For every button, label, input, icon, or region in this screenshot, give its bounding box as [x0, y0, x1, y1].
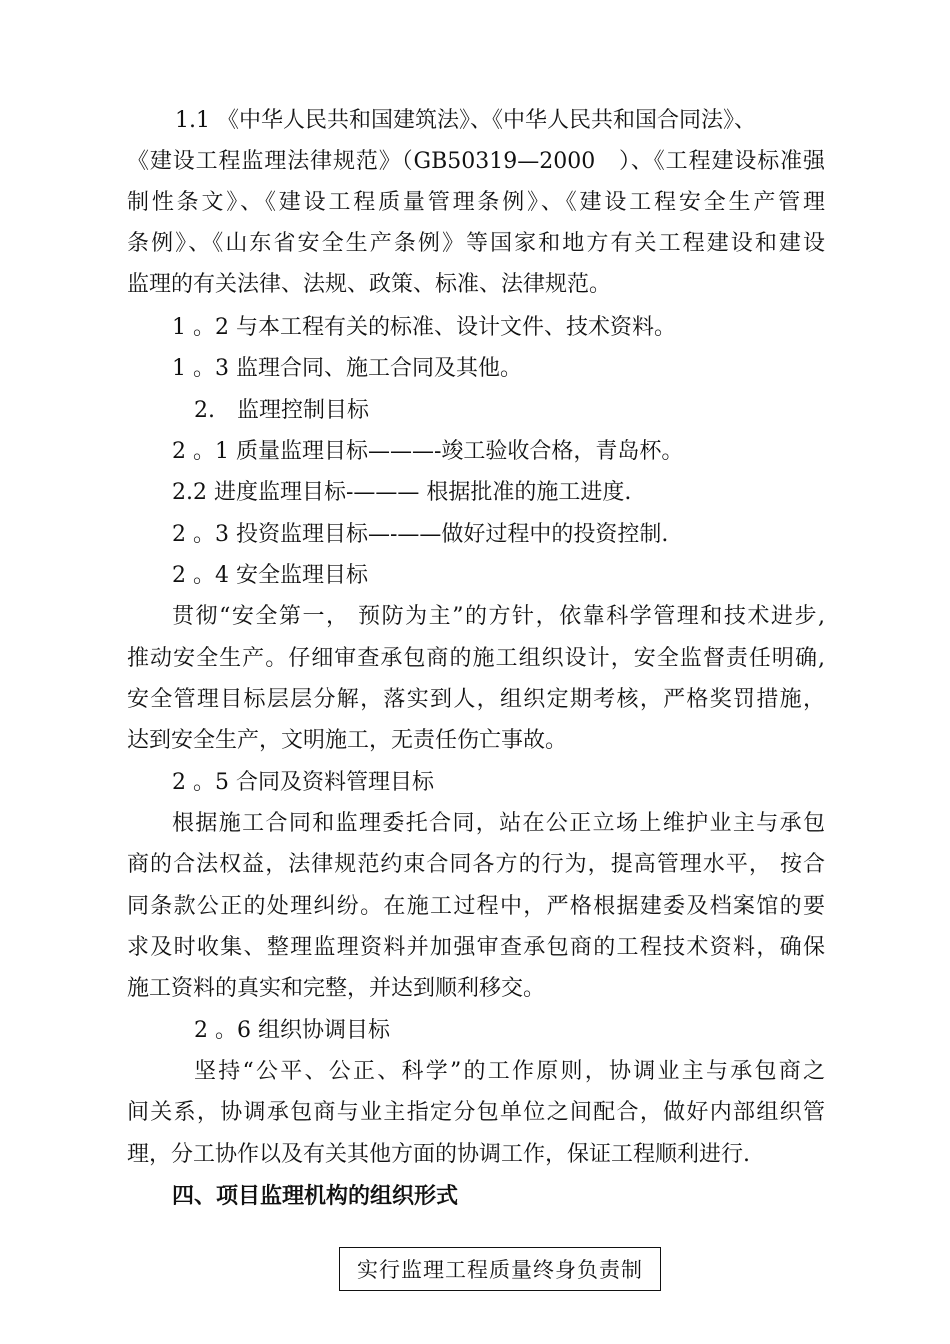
para-1-1-line-5: 监理的有关法律、法规、政策、标准、法律规范。	[127, 272, 612, 297]
para-2-6-line-2: 间关系，协调承包商与业主指定分包单位之间配合，做好内部组织管	[127, 1100, 825, 1125]
para-1-1-line-3: 制性条文》、《建设工程质量管理条例》、《建设工程安全生产管理	[127, 190, 825, 215]
para-1-2: 1 。2 与本工程有关的标准、设计文件、技术资料。	[172, 315, 676, 340]
para-2-4-line-1: 贯彻“安全第一， 预防为主”的方针，依靠科学管理和技术进步,	[172, 604, 825, 629]
para-2-6-title: 2 。6 组织协调目标	[194, 1018, 390, 1043]
para-2-6-line-1: 坚持“公平、公正、科学”的工作原则，协调业主与承包商之	[194, 1059, 825, 1084]
para-2-6-line-3: 理，分工协作以及有关其他方面的协调工作，保证工程顺利进行.	[127, 1142, 750, 1167]
org-chart-box	[339, 1247, 661, 1291]
org-chart-box-label: 实行监理工程质量终身负责制	[357, 1258, 643, 1282]
para-2-5-title: 2 。5 合同及资料管理目标	[172, 770, 434, 795]
para-2-5-line-3: 同条款公正的处理纠纷。在施工过程中，严格根据建委及档案馆的要	[127, 894, 825, 919]
para-2-4-line-2: 推动安全生产。仔细审查承包商的施工组织设计，安全监督责任明确,	[127, 646, 825, 671]
para-1-1-line-2: 《建设工程监理法律规范》（GB50319—2000 ）、《工程建设标准强	[127, 149, 825, 174]
para-2-5-line-1: 根据施工合同和监理委托合同，站在公正立场上维护业主与承包	[172, 811, 825, 836]
para-1-1-line-1: 1.1 《中华人民共和国建筑法》、《中华人民共和国合同法》、	[175, 108, 756, 133]
section-4-heading: 四、项目监理机构的组织形式	[172, 1184, 459, 1209]
para-2-5-line-2: 商的合法权益，法律规范约束合同各方的行为，提高管理水平， 按合	[127, 852, 825, 877]
para-2-5-line-5: 施工资料的真实和完整，并达到顺利移交。	[127, 976, 546, 1001]
para-1-1-line-4: 条例》、《山东省安全生产条例》等国家和地方有关工程建设和建设	[127, 231, 825, 256]
para-2-1: 2 。1 质量监理目标———-竣工验收合格，青岛杯。	[172, 439, 684, 464]
para-2-4-line-4: 达到安全生产，文明施工，无责任伤亡事故。	[127, 728, 568, 753]
section-2-title: 2. 监理控制目标	[194, 398, 369, 423]
para-2-4-line-3: 安全管理目标层层分解，落实到人，组织定期考核，严格奖罚措施，	[127, 687, 825, 712]
para-2-3: 2 。3 投资监理目标—-——做好过程中的投资控制.	[172, 522, 669, 547]
para-2-5-line-4: 求及时收集、整理监理资料并加强审查承包商的工程技术资料，确保	[127, 935, 825, 960]
para-2-2: 2.2 进度监理目标-——— 根据批准的施工进度.	[172, 480, 632, 505]
para-1-3: 1 。3 监理合同、施工合同及其他。	[172, 356, 522, 381]
para-2-4-title: 2 。4 安全监理目标	[172, 563, 368, 588]
